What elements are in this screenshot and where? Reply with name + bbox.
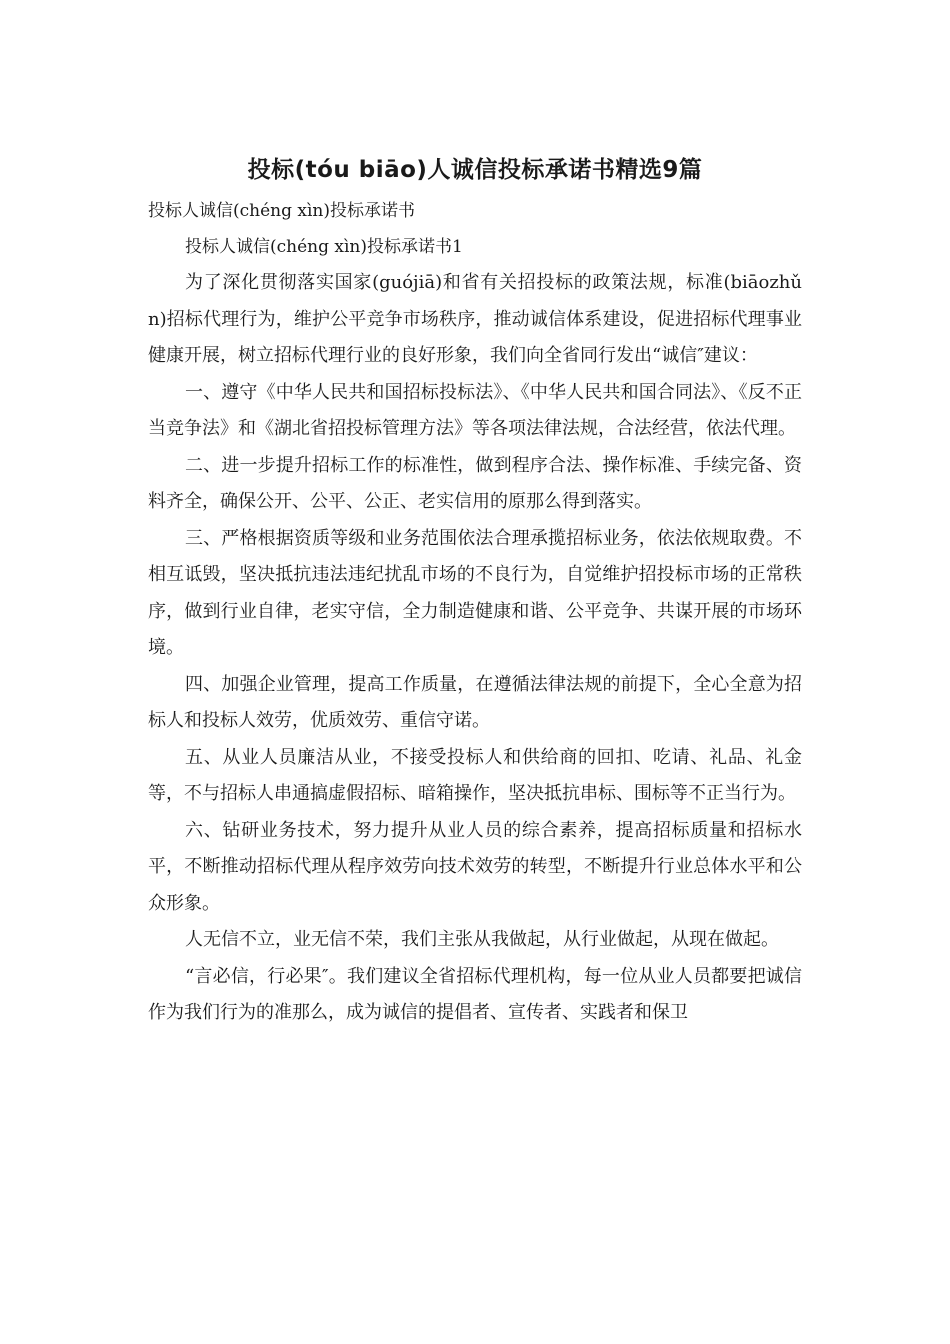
document-page xyxy=(148,150,802,1032)
paragraph-item-3: 三、严格根据资质等级和业务范围依法合理承揽招标业务，依法依规取费。不相互诋毁，坚决抵抗违法违纪扰乱市场的不良行为，自觉维护招投标市场的正常秩序，做到行业自律，老实守信，全力制造健康和谐、公平竞争、共谋开展的市场环境。 xyxy=(148,527,802,658)
paragraph-item-4: 四、加强企业管理，提高工作质量，在遵循法律法规的前提下，全心全意为招标人和投标人效劳，优质效劳、重信守诺。 xyxy=(148,673,802,731)
document-subtitle: 投标人诚信(chéng xìn)投标承诺书 xyxy=(148,201,416,221)
paragraph-item-5: 五、从业人员廉洁从业，不接受投标人和供给商的回扣、吃请、礼品、礼金等，不与招标人串通搞虚假招标、暗箱操作，坚决抵抗串标、围标等不正当行为。 xyxy=(148,746,802,804)
section-heading: 投标人诚信(chéng xìn)投标承诺书1 xyxy=(185,237,463,257)
paragraph-closing-2: “言必信，行必果″。我们建议全省招标代理机构，每一位从业人员都要把诚信作为我们行为的准那么，成为诚信的提倡者、宣传者、实践者和保卫 xyxy=(148,965,802,1023)
paragraph-item-6: 六、钻研业务技术，努力提升从业人员的综合素养，提高招标质量和招标水平，不断推动招标代理从程序效劳向技术效劳的转型，不断提升行业总体水平和公众形象。 xyxy=(148,819,802,914)
paragraph-closing-1: 人无信不立，业无信不荣，我们主张从我做起，从行业做起，从现在做起。 xyxy=(185,929,779,950)
paragraph-item-1: 一、遵守《中华人民共和国招标投标法》、《中华人民共和国合同法》、《反不正当竞争法》和《湖北省招投标管理方法》等各项法律法规，合法经营，依法代理。 xyxy=(148,381,802,439)
paragraph-item-2: 二、进一步提升招标工作的标准性，做到程序合法、操作标准、手续完备、资料齐全，确保公开、公平、公正、老实信用的原那么得到落实。 xyxy=(148,454,802,512)
document-title: 投标(tóu biāo)人诚信投标承诺书精选9篇 xyxy=(247,157,703,183)
paragraph-intro: 为了深化贯彻落实国家(guójiā)和省有关招投标的政策法规，标准(biāozhǔn)招标代理行为，维护公平竞争市场秩序，推动诚信体系建设，促进招标代理事业健康开展，树立招标代理行业的良好形象，我们向全省同行发出“诚信″建议： xyxy=(148,272,802,366)
